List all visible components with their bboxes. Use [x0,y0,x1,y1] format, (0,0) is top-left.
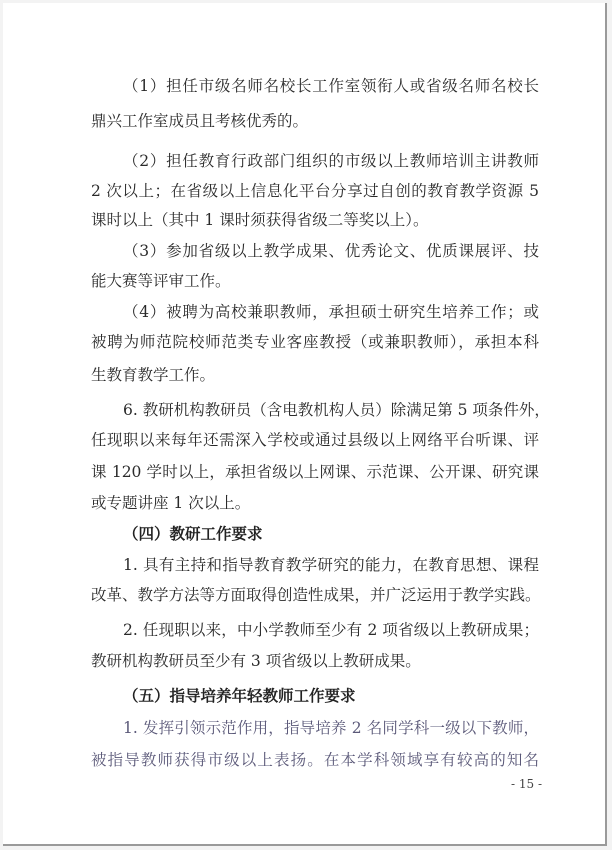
paragraph-line: 被聘为师范院校师范类专业客座教授（或兼职教师），承担本科 [91,333,539,351]
paragraph-line: （2）担任教育行政部门组织的市级以上教师培训主讲教师 [123,152,539,170]
paragraph-line: 或专题讲座 1 次以上。 [91,494,251,512]
paragraph-line: （3）参加省级以上教学成果、优秀论文、优质课展评、技 [123,242,539,260]
paragraph-line: 能大赛等评审工作。 [91,272,231,290]
section-heading: （五）指导培养年轻教师工作要求 [123,686,356,705]
paragraph-line: 任现职以来每年还需深入学校或通过县级以上网络平台听课、评 [91,431,539,449]
section-heading: （四）教研工作要求 [123,524,263,543]
document-page [3,3,607,846]
paragraph-line: 鼎兴工作室成员且考核优秀的。 [91,112,309,130]
paragraph-line: 1. 发挥引领示范作用，指导培养 2 名同学科一级以下教师， [123,719,539,737]
paragraph-line: （4）被聘为高校兼职教师，承担硕士研究生培养工作；或 [123,303,539,321]
paragraph-line: 被指导教师获得市级以上表扬。在本学科领域享有较高的知名 [91,751,539,769]
paragraph-line: 6. 教研机构教研员（含电教机构人员）除满足第 5 项条件外， [123,401,550,419]
paragraph-line: 1. 具有主持和指导教育教学研究的能力，在教育思想、课程 [123,556,539,574]
paragraph-line: 改革、教学方法等方面取得创造性成果，并广泛运用于教学实践。 [91,586,541,604]
paragraph-line: 2 次以上；在省级以上信息化平台分享过自创的教育教学资源 5 [91,182,539,200]
page-number: - 15 - [511,777,543,791]
paragraph-line: （1）担任市级名师名校长工作室领衔人或省级名师名校长 [123,77,539,95]
paragraph-line: 2. 任现职以来，中小学教师至少有 2 项省级以上教研成果； [123,621,539,639]
paragraph-line: 生教育教学工作。 [91,366,216,384]
paragraph-line: 课 120 学时以上，承担省级以上网课、示范课、公开课、研究课 [91,463,539,481]
paragraph-line: 课时以上（其中 1 课时须获得省级二等奖以上）。 [91,211,429,229]
paragraph-line: 教研机构教研员至少有 3 项省级以上教研成果。 [91,652,421,670]
